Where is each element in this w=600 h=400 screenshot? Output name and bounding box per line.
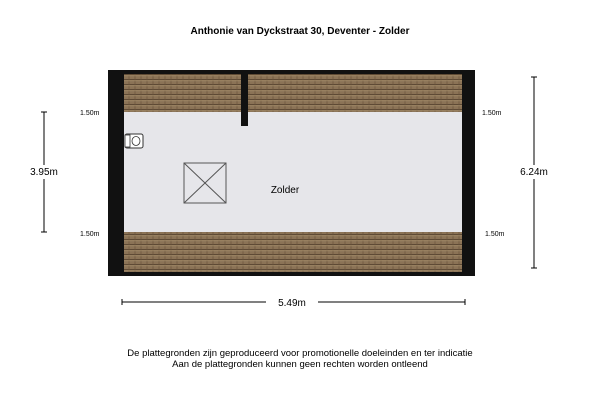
slope-height-right-bottom: 1.50m bbox=[485, 231, 505, 238]
disclaimer bbox=[0, 348, 600, 370]
toilet-icon bbox=[125, 134, 143, 148]
disclaimer-line-1: De plattegronden zijn geproduceerd voor promotionelle doeleinden en ter indicatie bbox=[127, 348, 473, 359]
right-height-label: 6.24m bbox=[520, 167, 548, 178]
roof-slope-top-right bbox=[248, 74, 462, 112]
attic-floor bbox=[124, 112, 462, 232]
left-height-label: 3.95m bbox=[30, 167, 58, 178]
roof-slope-top-left bbox=[124, 74, 241, 112]
disclaimer-line-2: Aan de plattegronden kunnen geen rechten worden ontleend bbox=[172, 359, 428, 370]
slope-height-right-top: 1.50m bbox=[482, 110, 502, 117]
interior-wall bbox=[241, 74, 248, 126]
roof-slope-bottom bbox=[124, 232, 462, 272]
plan-title: Anthonie van Dyckstraat 30, Deventer - Zolder bbox=[190, 26, 410, 37]
slope-height-left-top: 1.50m bbox=[80, 110, 100, 117]
width-label: 5.49m bbox=[278, 298, 306, 309]
room-label: Zolder bbox=[270, 185, 300, 196]
slope-height-left-bottom: 1.50m bbox=[80, 231, 100, 238]
